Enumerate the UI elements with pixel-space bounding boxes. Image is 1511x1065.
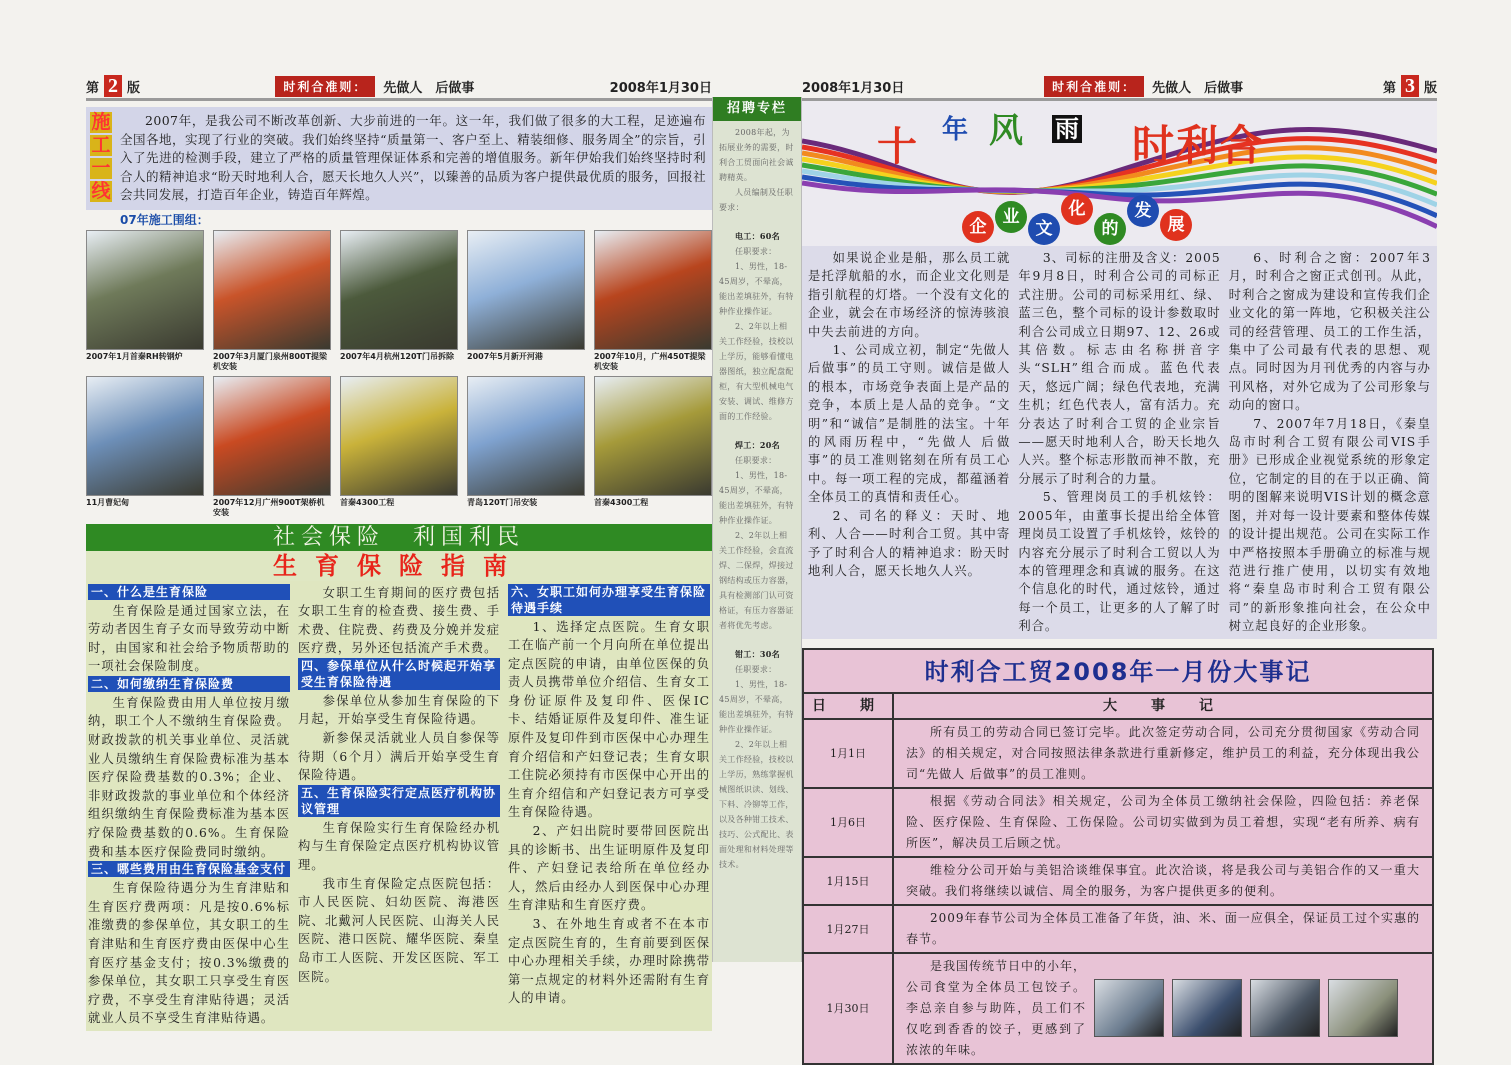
photo-caption: 11月曹妃甸 <box>86 497 130 507</box>
edition-suffix: 版 <box>1423 80 1437 96</box>
events-table <box>802 648 1434 1065</box>
article-column <box>808 249 1010 636</box>
page2-date: 2008年1月30日 <box>609 80 712 96</box>
event-text: 所有员工的劳动合同已签订完毕。此次签定劳动合同，公司充分贯彻国家《劳动合同法》的相关规定，对合同按照法律条款进行重新修定，维护员工的利益，充分体现出我公司“先做人 后做事”的员工准则。 <box>906 724 1420 781</box>
page3-edition <box>1383 75 1437 97</box>
section-heading: 一、什么是生育保险 <box>88 584 290 600</box>
job-req-label: 任职要求： <box>735 247 777 256</box>
event-date: 1月27日 <box>804 906 894 952</box>
events-rows <box>804 720 1432 1063</box>
photo-cell <box>340 376 458 518</box>
banner-circle-char: 化 <box>1061 193 1093 225</box>
edition-number: 3 <box>1401 75 1419 97</box>
section-heading: 六、女职工如何办理享受生育保险待遇手续 <box>508 584 710 616</box>
event-date: 1月6日 <box>804 789 894 856</box>
event-text: 根据《劳动合同法》相关规定，公司为全体员工缴纳社会保险，四险包括：养老保险、医疗保险、生育保险、工伤保险。公司切实做到为员工着想，实现“老有所养、病有所医”，解决员工后顾之忧。 <box>906 793 1420 850</box>
insurance-column <box>88 584 290 1028</box>
job-requirement: 1、男性，18-45周岁，不晕高，能出差填驻外，有特种作业操作证。 <box>719 680 794 734</box>
job-title: 焊工：20名 <box>735 440 780 450</box>
paragraph: 女职工生育期间的医疗费包括女职工生育的检查费、接生费、手术费、住院费、药费及分娩并发症医疗费，另外还包括流产手术费。 <box>298 585 500 656</box>
events-header-row <box>804 694 1432 720</box>
article-paragraph: 5、管理岗员工的手机炫铃：2005年，由董事长提出给全体管理岗员工设置了手机炫铃，炫铃的内容充分展示了时利合工贸以人为本的管理理念和真诚的服务。在这个信息化的时代，通过炫铃，通过每一个员工，让更多的人了解了时利合。 <box>1018 490 1221 634</box>
banner-brand: 时利合 <box>1132 121 1265 170</box>
intro-label-char: 施 <box>91 111 111 133</box>
construction-photo <box>594 376 712 496</box>
photo-cell <box>467 230 585 372</box>
page3-date: 2008年1月30日 <box>802 80 905 96</box>
article-paragraph: 7、2007年7月18日，《秦皇岛市时利合工贸有限公司VIS手册》已形成企业视觉系统的形象定位，它制定的目的在于以正确、简明的图解来说明VIS计划的概念意图，并对每一设计要素和整体传媒的设计提出规范。公司在实际工作中严格按照本手册确立的标准与规范进行推广使用，以切实有效地将“秦皇岛市时利合工贸有限公司”的新形象推向社会，在公众中树立起良好的企业形象。 <box>1228 416 1431 634</box>
banner-word: 雨 <box>1052 115 1082 143</box>
culture-article <box>802 246 1437 639</box>
job-title: 钳工：30名 <box>735 649 780 659</box>
article-paragraph: 6、时利合之窗：2007年3月，时利合之窗正式创刊。从此，时利合之窗成为建设和宣传我们企业文化的第一阵地，它积极关注公司的经营管理、员工的工作生活，集中了公司最有代表的思想、观点。同时因为月刊优秀的内容与办刊风格，对外它成为了公司形象与动向的窗口。 <box>1228 251 1431 413</box>
paragraph: 生育保险是通过国家立法，在劳动者因生育子女而导致劳动中断时，由国家和社会给予物质帮助的一项社会保险制度。 <box>88 603 290 674</box>
page2-edition <box>86 75 140 97</box>
slogan-text: 先做人 后做事 <box>383 80 475 96</box>
photo-caption: 2007年4月杭州120T门吊拆除 <box>340 351 454 361</box>
article-paragraph: 2、司名的释义：天时、地利、人合——时利合工贸。其中寄予了时利合人的精神追求：盼天时地利人合，愿天长地久人兴。 <box>808 508 1011 578</box>
article-paragraph: 3、司标的注册及含义：2005年9月8日，时利合公司的司标正式注册。公司的司标采用红、绿、蓝三色，整个司标的设计参数取时利合公司成立日期97、12、26或其倍数。标志由名称拼音字头“SLH”组合而成。蓝色代表天，悠远广阔；绿色代表地，充满生机；红色代表人，富有活力。充分表达了时利合工贸的企业宗旨——愿天时地利人合，盼天长地久人兴。整个标志形散而神不散，充分展示了时利合的力量。 <box>1018 251 1221 486</box>
article-paragraph: 1、公司成立初，制定“先做人 后做事”的员工守则。诚信是做人的根本，市场竞争表面上是产品的竞争，本质上是人品的竞争。“文明”和“诚信”是制胜的法宝。十年的风雨历程中，“先做人 后做事”的员工准则铭刻在所有员工心中。每一项工程的完成，都蕴涵着全体员工的真情和责任心。 <box>808 343 1011 505</box>
photo-caption: 2007年5月新开河港 <box>467 351 543 361</box>
slogan-text: 先做人 后做事 <box>1152 80 1244 96</box>
edition-suffix: 版 <box>127 80 141 96</box>
paragraph: 生育保险实行生育保险经办机构与生育保险定点医疗机构协议管理。 <box>298 820 500 873</box>
photo-caption: 2007年3月厦门泉州800T提梁机安装 <box>213 351 327 371</box>
event-row <box>804 789 1432 858</box>
event-row <box>804 954 1432 1063</box>
paragraph: 生育保险待遇分为生育津贴和生育医疗费两项：凡是按0.6%标准缴费的参保单位，其女职工的生育津贴和生育医疗费由医保中心生育医疗基金支付；按0.3%缴费的参保单位，其女职工只享受生育医疗费，不享受生育津贴待遇；灵活就业人员不享受生育津贴待遇。 <box>88 881 290 1026</box>
job-req-label: 任职要求： <box>735 665 777 674</box>
photo-cell <box>594 230 712 372</box>
photo-cell <box>213 230 331 372</box>
page-3 <box>802 74 1437 1065</box>
photo-caption: 2007年1月首秦RH转钢炉 <box>86 351 183 361</box>
slogan-label: 时利合准则： <box>275 76 375 97</box>
photo-caption: 2007年12月广州900T架桥机安装 <box>213 497 325 517</box>
job-title: 电工：60名 <box>735 231 780 241</box>
intro-label-char: 一 <box>91 157 111 179</box>
article-paragraph: 如果说企业是船，那么员工就是托浮航船的水，而企业文化则是指引航程的灯塔。一个没有文化的企业，就会在市场经济的惊涛骇浪中失去前进的方向。 <box>808 251 1011 339</box>
page3-slogan <box>1044 76 1243 97</box>
header-date: 日 期 <box>804 694 894 718</box>
banner-word: 年 <box>942 115 969 145</box>
paragraph: 我市生育保险定点医院包括：市人民医院、妇幼医院、海港医院、北戴河人民医院、山海关人民医院、港口医院、耀华医院、秦皇岛市工人医院、开发区医院、军工医院。 <box>298 876 500 984</box>
paragraph: 参保单位从参加生育保险的下月起，开始享受生育保险待遇。 <box>298 693 500 727</box>
insurance-column <box>508 584 710 1028</box>
banner-circle-char: 的 <box>1094 213 1126 245</box>
paragraph: 新参保灵活就业人员自参保等待期（6个月）满后开始享受生育保险待遇。 <box>298 731 500 783</box>
banner-word: 风 <box>989 111 1023 151</box>
construction-photo <box>86 230 204 350</box>
photo-caption: 2007年10月，广州450T提梁机安装 <box>594 351 706 371</box>
photo-caption: 首秦4300工程 <box>340 497 395 507</box>
intro-label-char: 工 <box>91 134 111 156</box>
photo-cell <box>340 230 458 372</box>
event-row <box>804 720 1432 789</box>
insurance-guide <box>86 581 712 1031</box>
paragraph: 生育保险费由用人单位按月缴纳，职工个人不缴纳生育保险费。财政拨款的机关事业单位、灵活就业人员缴纳生育保险费标准为基本医疗保险费基数的0.3%；企业、非财政拨款的事业单位和个体经济组织缴纳生育保险费标准为基本医疗保险费基数的0.6%。生育保险费和基本医疗保险费同时缴纳。 <box>88 695 290 859</box>
photo-caption: 青岛120T门吊安装 <box>467 497 538 507</box>
article-column <box>1229 249 1431 636</box>
photo-cell <box>86 376 204 518</box>
event-text: 维检分公司开始与美铝洽谈维保事宜。此次洽谈，将是我公司与美铝合作的又一重大突破。我们将继续以诚信、周全的服务，为客户提供更多的便利。 <box>906 862 1420 898</box>
event-row <box>804 906 1432 954</box>
recruitment-title: 招聘专栏 <box>713 97 801 121</box>
insurance-column <box>298 584 500 1028</box>
banner-circle-char: 发 <box>1127 195 1159 227</box>
banner-circle-char: 展 <box>1160 209 1192 241</box>
event-text: 2009年春节公司为全体员工准备了年货，油、米、面一应俱全，保证员工过个实惠的春节。 <box>906 910 1420 946</box>
photo-cell <box>594 376 712 518</box>
edition-prefix: 第 <box>86 80 100 96</box>
construction-photo <box>340 376 458 496</box>
recruit-intro: 人员编制及任职要求： <box>719 188 794 212</box>
job-requirement: 2、2年以上相关工作经验，会直流焊、二保焊，焊接过钢结构或压力容器，具有检测部门认可资格证，有压力容器证者将优先考虑。 <box>719 531 794 630</box>
photo-grid <box>86 230 712 518</box>
culture-banner <box>802 101 1437 246</box>
job-requirement: 1、男性，18-45周岁，不晕高，能出差填驻外，有特种作业操作证。 <box>719 471 794 525</box>
page3-header <box>802 74 1437 98</box>
event-text <box>894 954 1432 1063</box>
job-requirement: 2、2年以上相关工作经验，技校以上学历，熟练掌握机械图纸识读、划线、下料、冷铆等工作，以及各种钳工技术、技巧、公式配比、表面处理和材料处理等技术。 <box>719 740 794 869</box>
event-row <box>804 858 1432 906</box>
construction-photo <box>594 230 712 350</box>
slogan-label: 时利合准则： <box>1044 76 1144 97</box>
photo-cell <box>213 376 331 518</box>
page2-header <box>86 74 712 98</box>
event-text-body: 是我国传统节日中的小年，公司食堂为全体员工包饺子。李总亲自参与助阵，员工们不仅吃到香香的饺子，更感到了浓浓的年味。 <box>906 958 1087 1057</box>
event-photo <box>1094 979 1164 1037</box>
intro-text: 2007年，是我公司不断改革创新、大步前进的一年。这一年，我们做了很多的大工程，足迹遍布全国各地，实现了行业的突破。我们始终坚持“质量第一、客户至上、精装细修、服务周全”的宗旨，引入了先进的检测手段，建立了严格的质量管理保证体系和完善的增值服务。新年伊始我们始终坚持时利合人的精神追求“盼天时地利人合，愿天长地久人兴”，以臻善的品质为客户提供最优质的服务，回报社会共同发展，打造百年企业，铸造百年辉煌。 <box>120 113 706 202</box>
section-heading: 三、哪些费用由生育保险基金支付 <box>88 861 290 877</box>
insurance-banner: 社会保险 利国利民 <box>86 524 712 551</box>
section-heading: 二、如何缴纳生育保险费 <box>88 676 290 692</box>
divider <box>86 98 712 101</box>
event-date: 1月30日 <box>804 954 894 1063</box>
construction-photo <box>467 230 585 350</box>
edition-number: 2 <box>104 75 122 97</box>
banner-circle-char: 企 <box>962 211 994 243</box>
paragraph: 1、选择定点医院。生育女职工在临产前一个月向所在单位提出定点医院的申请，由单位医保的负责人员携带单位介绍信、生育女工身份证原件及复印件、医保IC卡、结婚证原件及复印件、准生证原件及复印件到市医保中心办理生育介绍信和产妇登记表；生育女职工住院必须持有市医保中心开出的生育介绍信和产妇登记表方可享受生育保险待遇。 <box>508 619 710 820</box>
photo-section-title: 07年施工围组： <box>120 212 209 227</box>
job-requirement: 2、2年以上相关工作经验，技校以上学历，能够看懂电器图纸，独立配盘配柜，有大型机械电气安装、调试、维修方面的工作经验。 <box>719 322 794 421</box>
insurance-title: 生育保险指南 <box>86 551 712 581</box>
event-date: 1月15日 <box>804 858 894 904</box>
paragraph: 3、在外地生育或者不在本市定点医院生育的，生育前要到医保中心办理相关手续，办理时除携带第一点规定的材料外还需附有生育人的申请。 <box>508 917 710 1006</box>
construction-photo <box>467 376 585 496</box>
construction-photo <box>213 230 331 350</box>
intro-label <box>90 112 112 205</box>
job-requirement: 1、男性，18-45周岁，不晕高，能出差填驻外，有特种作业操作证。 <box>719 262 794 316</box>
event-photo <box>1328 979 1398 1037</box>
newspaper-spread <box>86 74 1437 1065</box>
recruit-intro: 2008年起，为拓展业务的需要，时利合工贸面向社会诚聘精英。 <box>719 128 794 182</box>
header-events: 大 事 记 <box>1103 697 1223 714</box>
event-photo <box>1172 979 1242 1037</box>
banner-word: 十 <box>877 123 917 170</box>
construction-photo <box>340 230 458 350</box>
photo-cell <box>467 376 585 518</box>
intro-label-char: 线 <box>91 180 111 202</box>
edition-prefix: 第 <box>1382 80 1396 96</box>
section-heading: 五、生育保险实行定点医疗机构协议管理 <box>298 785 500 817</box>
paragraph: 2、产妇出院时要带回医院出具的诊断书、出生证明原件及复印件、产妇登记表给所在单位经办人，然后由经办人到医保中心办理生育津贴和生育医疗费。 <box>508 824 710 913</box>
intro-box <box>86 107 712 210</box>
article-column <box>1018 249 1220 636</box>
events-title: 时利合工贸2008年一月份大事记 <box>804 650 1432 694</box>
banner-circle-char: 文 <box>1028 213 1060 245</box>
page-2 <box>86 74 712 1031</box>
recruitment-column <box>712 97 802 962</box>
section-heading: 四、参保单位从什么时候起开始享受生育保险待遇 <box>298 658 500 690</box>
photo-caption: 首秦4300工程 <box>594 497 649 507</box>
event-date: 1月1日 <box>804 720 894 787</box>
construction-photo <box>86 376 204 496</box>
page2-slogan <box>275 76 474 97</box>
construction-photo <box>213 376 331 496</box>
banner-circle-char: 业 <box>995 201 1027 233</box>
job-req-label: 任职要求： <box>735 456 777 465</box>
event-photo <box>1250 979 1320 1037</box>
photo-cell <box>86 230 204 372</box>
